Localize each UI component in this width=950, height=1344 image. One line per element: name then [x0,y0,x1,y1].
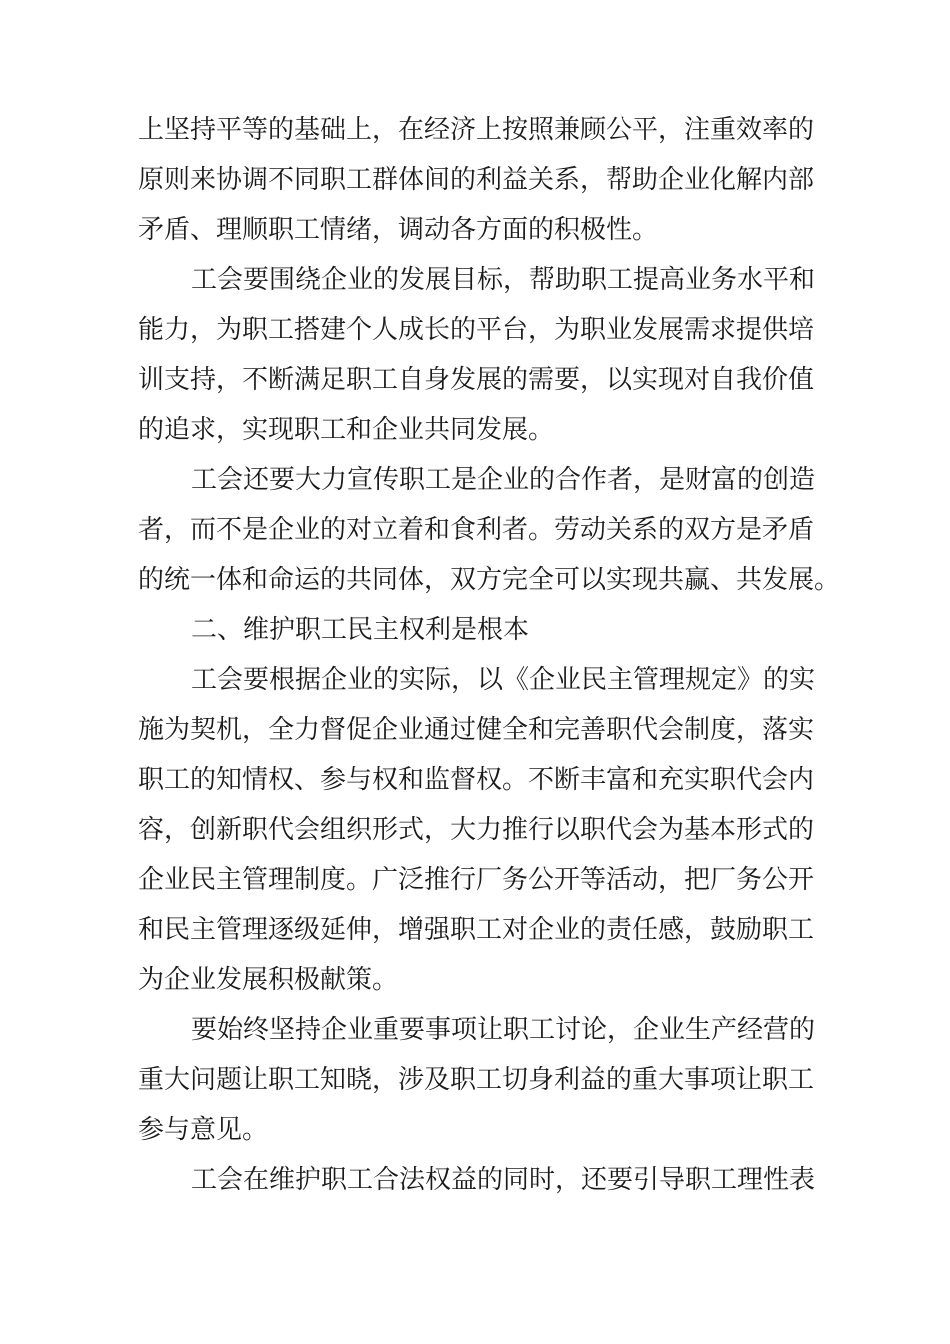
text-line: 的统一体和命运的共同体，双方完全可以实现共赢、共发展。 [138,565,841,595]
text-line: 参与意见。 [138,1115,269,1145]
text-line: 容，创新职代会组织形式，大力推行以职代会为基本形式的 [138,815,815,845]
paragraph-first-line: 工会在维护职工合法权益的同时，还要引导职工理性表 [191,1165,816,1195]
paragraph-first-line: 工会要围绕企业的发展目标，帮助职工提高业务水平和 [191,265,816,295]
text-line: 职工的知情权、参与权和监督权。不断丰富和充实职代会内 [138,765,815,795]
text-line: 矛盾、理顺职工情绪，调动各方面的积极性。 [138,215,659,245]
paragraph-first-line: 工会要根据企业的实际，以《企业民主管理规定》的实 [191,665,816,695]
text-line: 上坚持平等的基础上，在经济上按照兼顾公平，注重效率的 [138,115,815,145]
text-line: 训支持，不断满足职工自身发展的需要，以实现对自我价值 [138,365,815,395]
text-line: 和民主管理逐级延伸，增强职工对企业的责任感，鼓励职工 [138,915,815,945]
text-line: 为企业发展积极献策。 [138,965,399,995]
text-line: 企业民主管理制度。广泛推行厂务公开等活动，把厂务公开 [138,865,815,895]
text-line: 能力，为职工搭建个人成长的平台，为职业发展需求提供培 [138,315,815,345]
paragraph-first-line: 工会还要大力宣传职工是企业的合作者，是财富的创造 [191,465,816,495]
text-line: 的追求，实现职工和企业共同发展。 [138,415,555,445]
text-line: 原则来协调不同职工群体间的利益关系，帮助企业化解内部 [138,165,815,195]
text-line: 者，而不是企业的对立着和食利者。劳动关系的双方是矛盾 [138,515,815,545]
paragraph-first-line: 要始终坚持企业重要事项让职工讨论，企业生产经营的 [191,1015,816,1045]
text-line: 重大问题让职工知晓，涉及职工切身利益的重大事项让职工 [138,1065,815,1095]
section-heading: 二、维护职工民主权利是根本 [191,615,530,645]
text-line: 施为契机，全力督促企业通过健全和完善职代会制度，落实 [138,715,815,745]
